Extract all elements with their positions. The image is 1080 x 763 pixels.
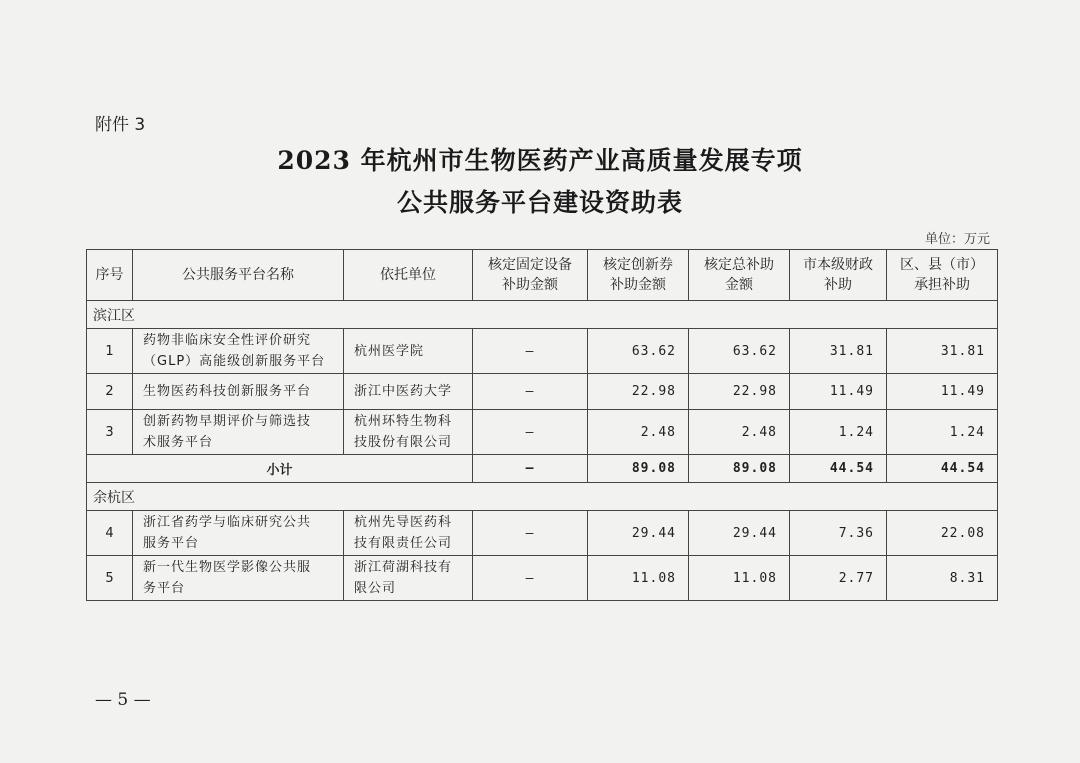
total-subsidy: 2.48 <box>689 410 790 455</box>
header-district-subsidy: 区、县（市） 承担补助 <box>887 250 998 301</box>
host-unit: 杭州医学院 <box>344 329 473 374</box>
total-subsidy: 22.98 <box>689 374 790 410</box>
total-subsidy: 29.44 <box>689 511 790 556</box>
voucher-subsidy: 11.08 <box>588 556 689 601</box>
table-row <box>87 374 998 410</box>
host-unit: 浙江中医药大学 <box>344 374 473 410</box>
table-header-row <box>87 250 998 301</box>
equipment-subsidy: — <box>473 374 588 410</box>
district-subsidy: 22.08 <box>887 511 998 556</box>
district-row <box>87 301 998 329</box>
table-row <box>87 511 998 556</box>
header-index: 序号 <box>87 250 133 301</box>
header-host-unit: 依托单位 <box>344 250 473 301</box>
city-subsidy: 2.77 <box>790 556 887 601</box>
document-title-line1: 2023 年杭州市生物医药产业高质量发展专项 <box>277 146 803 175</box>
host-unit: 浙江荷湖科技有 限公司 <box>344 556 473 601</box>
subtotal-row <box>87 455 998 483</box>
equipment-subsidy: — <box>473 511 588 556</box>
row-index: 1 <box>87 329 133 374</box>
header-total-subsidy: 核定总补助 金额 <box>689 250 790 301</box>
row-index: 2 <box>87 374 133 410</box>
subtotal-total: 89.08 <box>689 455 790 483</box>
header-city-subsidy: 市本级财政 补助 <box>790 250 887 301</box>
header-equipment-subsidy: 核定固定设备 补助金额 <box>473 250 588 301</box>
platform-name: 创新药物早期评价与筛选技 术服务平台 <box>133 410 344 455</box>
header-platform-name: 公共服务平台名称 <box>133 250 344 301</box>
city-subsidy: 7.36 <box>790 511 887 556</box>
subtotal-equipment: — <box>473 455 588 483</box>
city-subsidy: 11.49 <box>790 374 887 410</box>
district-label: 滨江区 <box>87 301 998 329</box>
city-subsidy: 31.81 <box>790 329 887 374</box>
row-index: 5 <box>87 556 133 601</box>
document-title-line2: 公共服务平台建设资助表 <box>396 188 683 217</box>
subtotal-voucher: 89.08 <box>588 455 689 483</box>
unit-note: 单位：万元 <box>924 232 990 247</box>
voucher-subsidy: 22.98 <box>588 374 689 410</box>
subtotal-city: 44.54 <box>790 455 887 483</box>
district-subsidy: 1.24 <box>887 410 998 455</box>
subtotal-label: 小计 <box>87 455 473 483</box>
host-unit: 杭州先导医药科 技有限责任公司 <box>344 511 473 556</box>
platform-name: 浙江省药学与临床研究公共 服务平台 <box>133 511 344 556</box>
district-row <box>87 483 998 511</box>
header-voucher-subsidy: 核定创新券 补助金额 <box>588 250 689 301</box>
district-subsidy: 11.49 <box>887 374 998 410</box>
city-subsidy: 1.24 <box>790 410 887 455</box>
platform-name: 生物医药科技创新服务平台 <box>133 374 344 410</box>
row-index: 3 <box>87 410 133 455</box>
table-row <box>87 556 998 601</box>
platform-name: 新一代生物医学影像公共服 务平台 <box>133 556 344 601</box>
voucher-subsidy: 63.62 <box>588 329 689 374</box>
voucher-subsidy: 2.48 <box>588 410 689 455</box>
total-subsidy: 63.62 <box>689 329 790 374</box>
attachment-label: 附件 3 <box>95 115 146 135</box>
page-number: — 5 — <box>95 690 151 710</box>
district-subsidy: 8.31 <box>887 556 998 601</box>
district-subsidy: 31.81 <box>887 329 998 374</box>
equipment-subsidy: — <box>473 329 588 374</box>
table-row <box>87 329 998 374</box>
subsidy-table <box>86 249 998 601</box>
subtotal-district: 44.54 <box>887 455 998 483</box>
platform-name: 药物非临床安全性评价研究 （GLP）高能级创新服务平台 <box>133 329 344 374</box>
voucher-subsidy: 29.44 <box>588 511 689 556</box>
row-index: 4 <box>87 511 133 556</box>
table-row <box>87 410 998 455</box>
district-label: 余杭区 <box>87 483 998 511</box>
equipment-subsidy: — <box>473 556 588 601</box>
equipment-subsidy: — <box>473 410 588 455</box>
host-unit: 杭州环特生物科 技股份有限公司 <box>344 410 473 455</box>
total-subsidy: 11.08 <box>689 556 790 601</box>
